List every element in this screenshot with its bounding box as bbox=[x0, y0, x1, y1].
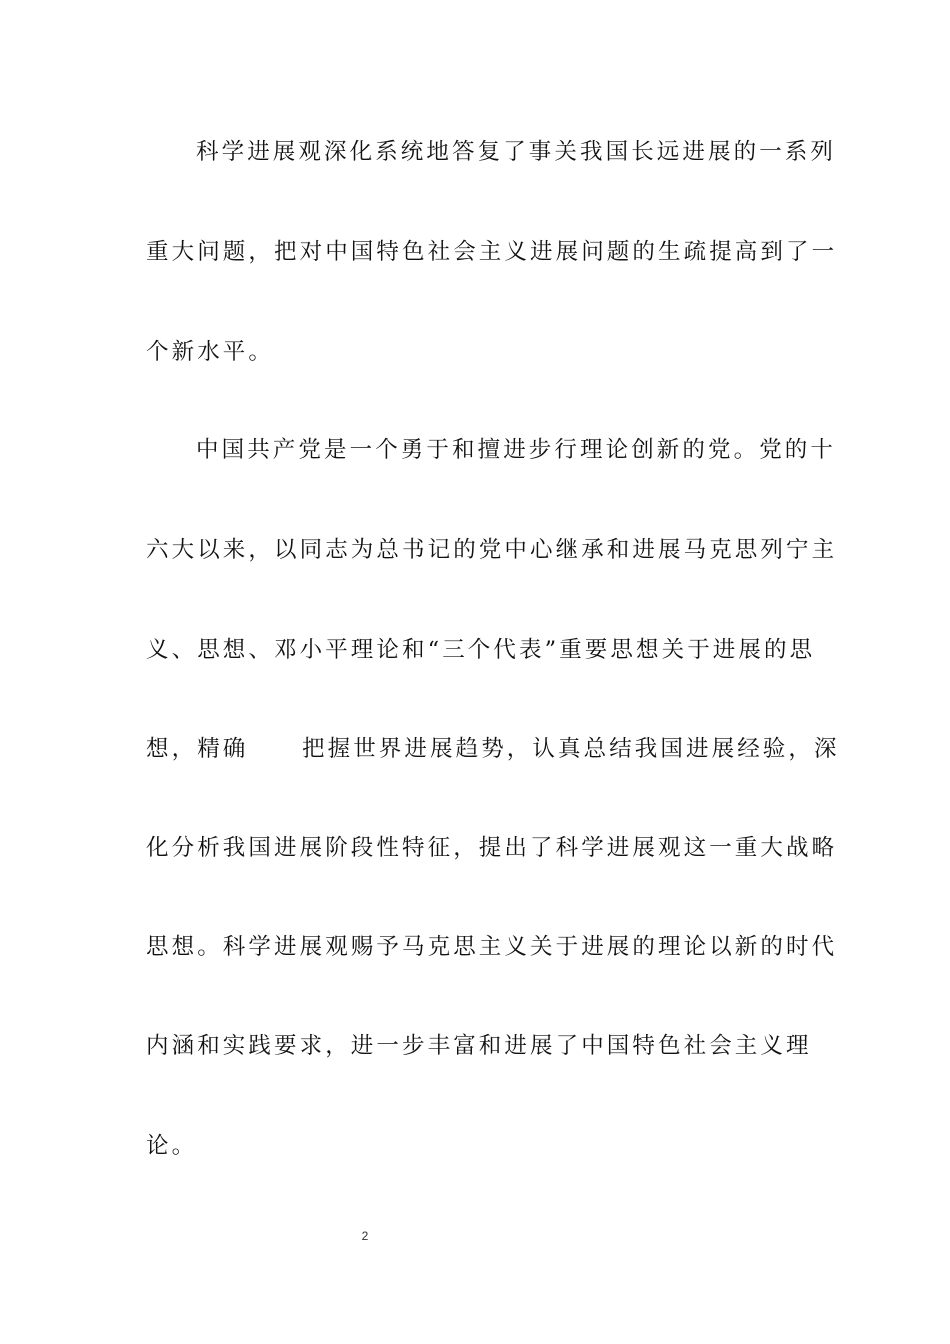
paragraph-2-line-5: 化分析我国进展阶段性特征，提出了科学进展观这一重大战略 bbox=[146, 835, 838, 861]
paragraph-2-line-4-start: 想，精确 bbox=[146, 736, 249, 762]
paragraph-2-line-1: 中国共产党是一个勇于和擅进步行理论创新的党。党的十 bbox=[196, 437, 837, 463]
page-number: 2 bbox=[361, 1229, 369, 1243]
paragraph-2-line-2: 六大以来，以同志为总书记的党中心继承和进展马克思列宁主 bbox=[146, 537, 838, 563]
paragraph-2-line-4 bbox=[146, 731, 840, 767]
paragraph-2-line-6: 思想。科学进展观赐予马克思主义关于进展的理论以新的时代 bbox=[146, 934, 838, 960]
paragraph-1-line-1: 科学进展观深化系统地答复了事关我国长远进展的一系列 bbox=[196, 139, 837, 165]
paragraph-2-line-8: 论。 bbox=[146, 1133, 198, 1159]
paragraph-2-line-3: 义、思想、邓小平理论和“三个代表”重要思想关于进展的思 bbox=[146, 637, 816, 663]
paragraph-2-line-7: 内涵和实践要求，进一步丰富和进展了中国特色社会主义理 bbox=[146, 1033, 812, 1059]
paragraph-1-line-2: 重大问题，把对中国特色社会主义进展问题的生疏提高到了一 bbox=[146, 239, 838, 265]
paragraph-1-line-3: 个新水平。 bbox=[146, 339, 275, 365]
paragraph-2-line-4-end: 把握世界进展趋势，认真总结我国进展经验，深 bbox=[302, 736, 840, 762]
